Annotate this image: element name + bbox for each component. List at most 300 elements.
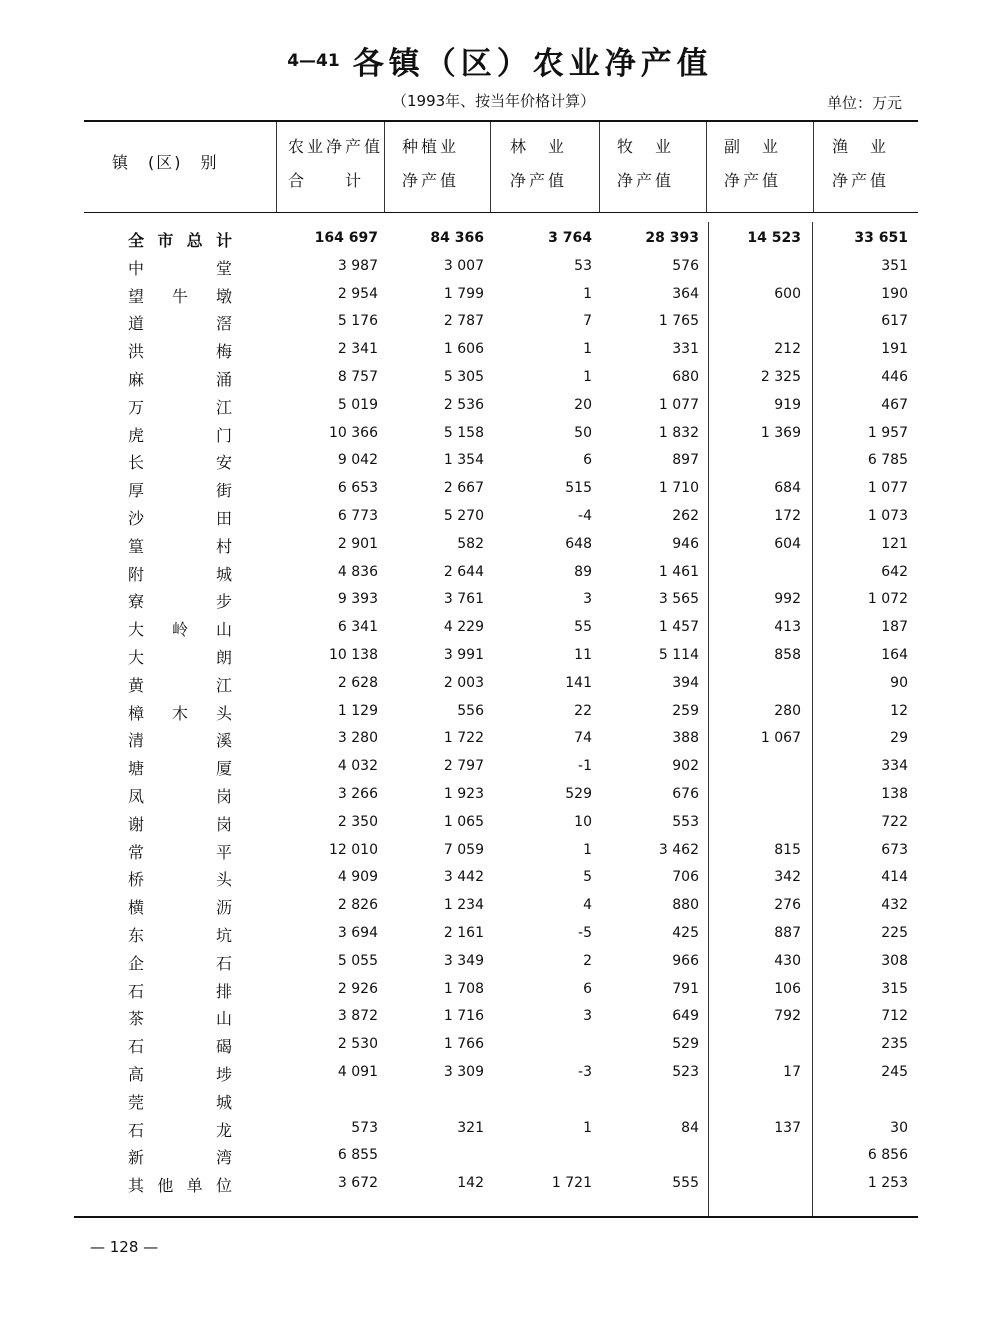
cell-fishery: 29 [890, 730, 908, 747]
row-name-char: 头 [215, 870, 232, 890]
row-name-char: 单 [186, 1176, 203, 1196]
cell-livestock: 946 [672, 535, 699, 552]
cell-forest: 3 [583, 591, 592, 608]
row-name-char: 计 [215, 231, 232, 250]
cell-total: 3 872 [337, 1008, 378, 1025]
cell-crop: 2 644 [443, 563, 484, 580]
header-forest-line2: 净产值 [510, 171, 568, 190]
cell-forest: 11 [574, 647, 592, 663]
row-name-char: 沥 [215, 898, 232, 918]
row-name-char: 碣 [215, 1037, 232, 1057]
cell-crop: 1 722 [443, 730, 484, 747]
cell-fishery: 432 [881, 897, 908, 914]
cell-fishery: 1 073 [867, 508, 908, 524]
cell-fishery: 673 [881, 841, 908, 858]
row-name-char: 万 [128, 397, 145, 417]
row-name [128, 478, 232, 501]
row-name [128, 1173, 232, 1196]
cell-forest: 74 [574, 730, 592, 747]
cell-fishery: 33 651 [854, 230, 908, 246]
cell-total: 6 773 [337, 508, 378, 524]
cell-sideline: 137 [774, 1119, 801, 1136]
row-name-char: 石 [215, 953, 232, 973]
header-livestock [617, 130, 674, 198]
row-name-char: 清 [128, 731, 145, 751]
row-name-char: 茶 [128, 1009, 145, 1029]
row-name [128, 228, 232, 251]
cell-forest: -1 [578, 758, 592, 775]
cell-livestock: 897 [672, 452, 699, 469]
cell-livestock: 555 [672, 1175, 699, 1192]
cell-livestock: 388 [672, 730, 699, 747]
row-name-char: 坑 [215, 926, 232, 945]
cell-livestock: 649 [672, 1008, 699, 1025]
unit-label: 单位：万元 [826, 94, 902, 112]
cell-total: 573 [351, 1119, 378, 1136]
row-name-char: 横 [128, 898, 145, 918]
header-town [112, 146, 219, 180]
cell-crop: 7 059 [443, 841, 484, 858]
cell-livestock: 3 565 [658, 591, 699, 608]
row-name-char: 门 [215, 425, 232, 445]
top-rule [84, 120, 918, 122]
cell-crop: 1 716 [443, 1008, 484, 1025]
cell-total: 3 694 [337, 925, 378, 941]
cell-fishery: 1 072 [867, 591, 908, 608]
row-name [128, 1034, 232, 1057]
cell-livestock: 331 [672, 341, 699, 358]
cell-crop: 3 991 [443, 647, 484, 663]
row-name-char: 沙 [128, 509, 145, 528]
cell-livestock: 529 [672, 1036, 699, 1053]
cell-crop: 1 708 [443, 980, 484, 997]
row-name-char: 寮 [128, 592, 145, 612]
cell-forest: 89 [574, 563, 592, 580]
cell-crop: 1 799 [443, 285, 484, 302]
header-forest [510, 130, 567, 198]
cell-sideline: 684 [774, 480, 801, 497]
row-name-char: 篁 [128, 536, 145, 556]
row-name-char: 岗 [215, 814, 232, 834]
row-name-char: 步 [215, 592, 232, 612]
header-separator [490, 122, 491, 212]
header-sideline-line2: 净产值 [724, 171, 782, 190]
cell-forest: 1 721 [551, 1175, 592, 1192]
cell-crop: 5 305 [443, 369, 484, 385]
row-name-char: 街 [215, 481, 232, 501]
row-name-char: 长 [128, 453, 145, 473]
cell-crop: 3 442 [443, 869, 484, 886]
row-name-char: 田 [215, 509, 232, 528]
cell-livestock: 259 [672, 702, 699, 719]
cell-total: 2 628 [337, 674, 378, 691]
row-name-char: 埗 [215, 1065, 232, 1084]
row-name-char: 石 [128, 1120, 145, 1140]
cell-forest: 55 [574, 619, 592, 636]
row-name-char: 墩 [215, 286, 232, 306]
cell-total: 9 393 [337, 591, 378, 608]
row-name [128, 867, 232, 890]
cell-crop: 556 [457, 702, 484, 719]
header-crop [402, 130, 459, 198]
row-name [128, 395, 232, 418]
header-sideline [724, 130, 781, 198]
row-name [128, 728, 232, 751]
row-name [128, 784, 232, 807]
row-name-char: 洪 [128, 342, 145, 362]
cell-livestock: 1 765 [658, 313, 699, 330]
row-name-char: 村 [215, 536, 232, 556]
cell-sideline: 212 [774, 341, 801, 358]
cell-fishery: 617 [881, 313, 908, 330]
row-name-char: 市 [157, 231, 174, 250]
row-name-char: 莞 [128, 1092, 145, 1112]
cell-sideline: 858 [774, 647, 801, 663]
cell-total: 9 042 [337, 452, 378, 469]
row-name-char: 排 [215, 981, 232, 1001]
cell-forest: 1 [583, 341, 592, 358]
cell-total: 4 091 [337, 1064, 378, 1080]
header-livestock-line1: 牧 业 [617, 137, 675, 156]
cell-livestock: 394 [672, 674, 699, 691]
cell-sideline: 2 325 [760, 369, 801, 385]
cell-fishery: 30 [890, 1119, 908, 1136]
header-fishery-line1: 渔 业 [832, 137, 890, 156]
row-name [128, 367, 232, 390]
cell-forest: 5 [583, 869, 592, 886]
cell-fishery: 245 [881, 1064, 908, 1080]
row-name-char: 山 [215, 1009, 232, 1029]
cell-forest: 22 [574, 702, 592, 719]
row-name-char: 大 [128, 620, 145, 640]
cell-crop: 142 [457, 1175, 484, 1192]
row-name-char: 谢 [128, 814, 145, 834]
row-name-char: 望 [128, 286, 145, 306]
cell-fishery: 334 [881, 758, 908, 775]
cell-forest: 7 [583, 313, 592, 330]
row-name [128, 1090, 232, 1113]
row-name-char: 厚 [128, 481, 145, 501]
cell-total: 4 836 [337, 563, 378, 580]
header-separator [384, 122, 385, 212]
row-name-char: 常 [128, 842, 145, 862]
row-name [128, 311, 232, 334]
header-sideline-line1: 副 业 [724, 137, 782, 156]
cell-crop: 1 065 [443, 813, 484, 830]
cell-total: 6 341 [337, 619, 378, 636]
cell-forest: 529 [565, 786, 592, 802]
cell-livestock: 676 [672, 786, 699, 802]
row-name [128, 1006, 232, 1029]
row-name [128, 951, 232, 974]
header-forest-line1: 林 业 [510, 137, 568, 156]
row-name-char: 平 [215, 842, 232, 862]
row-name-char: 中 [128, 258, 145, 278]
cell-total: 3 987 [337, 257, 378, 274]
cell-sideline: 413 [774, 619, 801, 636]
cell-fishery: 414 [881, 869, 908, 886]
row-name-char: 厦 [215, 759, 232, 779]
cell-fishery: 187 [881, 619, 908, 636]
row-name-char: 道 [128, 314, 145, 334]
cell-crop: 3 007 [443, 257, 484, 274]
cell-fishery: 446 [881, 369, 908, 385]
header-fishery-line2: 净产值 [832, 171, 890, 190]
cell-total: 2 530 [337, 1036, 378, 1053]
row-name-char: 城 [215, 564, 232, 584]
cell-forest: 515 [565, 480, 592, 497]
cell-crop: 5 270 [443, 508, 484, 524]
cell-total: 5 176 [337, 313, 378, 330]
row-name-char: 城 [215, 1092, 232, 1112]
row-name-char: 石 [128, 1037, 145, 1057]
cell-fishery: 191 [881, 341, 908, 358]
header-separator [276, 122, 277, 212]
cell-total: 3 672 [337, 1175, 378, 1192]
cell-fishery: 12 [890, 702, 908, 719]
table-title: 各镇（区）农业净产值 [352, 46, 713, 82]
row-name-char: 大 [128, 648, 145, 667]
cell-sideline: 600 [774, 285, 801, 302]
cell-crop: 2 161 [443, 925, 484, 941]
cell-forest: 648 [565, 535, 592, 552]
cell-livestock: 425 [672, 925, 699, 941]
cell-livestock: 84 [681, 1119, 699, 1136]
cell-fishery: 235 [881, 1036, 908, 1053]
cell-crop: 5 158 [443, 424, 484, 441]
cell-crop: 84 366 [430, 230, 484, 246]
cell-crop: 1 234 [443, 897, 484, 914]
cell-fishery: 712 [881, 1008, 908, 1025]
header-crop-line1: 种植业 [402, 137, 460, 156]
row-name-char: 龙 [215, 1120, 232, 1140]
header-rule [84, 212, 918, 213]
cell-sideline: 172 [774, 508, 801, 524]
cell-crop: 2 797 [443, 758, 484, 775]
cell-total: 8 757 [337, 369, 378, 385]
column-separator [708, 222, 709, 1216]
cell-crop: 3 309 [443, 1064, 484, 1080]
row-name-char: 塘 [128, 759, 145, 779]
cell-fishery: 6 856 [867, 1147, 908, 1164]
header-total-line1: 农业净产值 [288, 137, 384, 156]
row-name [128, 756, 232, 779]
cell-fishery: 121 [881, 535, 908, 552]
row-name-char: 湾 [215, 1148, 232, 1168]
cell-livestock: 1 461 [658, 563, 699, 580]
cell-crop: 1 923 [443, 786, 484, 802]
cell-forest: 50 [574, 424, 592, 441]
cell-crop: 3 349 [443, 952, 484, 969]
cell-fishery: 467 [881, 396, 908, 413]
cell-sideline: 14 523 [747, 230, 801, 246]
cell-forest: 1 [583, 369, 592, 385]
cell-livestock: 364 [672, 285, 699, 302]
row-name-char: 滘 [215, 314, 232, 334]
cell-crop: 1 606 [443, 341, 484, 358]
row-name [128, 562, 232, 585]
row-name-char: 木 [171, 703, 188, 723]
table-subtitle: （1993年、按当年价格计算） [392, 92, 596, 110]
row-name [128, 923, 232, 946]
cell-fishery: 225 [881, 925, 908, 941]
page-number: — 128 — [90, 1238, 159, 1256]
row-name-char: 樟 [128, 703, 145, 723]
cell-total: 1 129 [337, 702, 378, 719]
cell-livestock: 3 462 [658, 841, 699, 858]
cell-forest: 10 [574, 813, 592, 830]
cell-sideline: 1 067 [760, 730, 801, 747]
cell-livestock: 1 832 [658, 424, 699, 441]
cell-fishery: 1 253 [867, 1175, 908, 1192]
row-name-char: 岗 [215, 787, 232, 806]
cell-forest: 4 [583, 897, 592, 914]
row-name-char: 牛 [171, 286, 188, 306]
cell-livestock: 28 393 [645, 230, 699, 246]
cell-forest: 1 [583, 285, 592, 302]
cell-fishery: 1 077 [867, 480, 908, 497]
row-name-char: 黄 [128, 675, 145, 695]
row-name-char: 堂 [215, 258, 232, 278]
cell-crop: 2 787 [443, 313, 484, 330]
row-name-char: 朗 [215, 648, 232, 667]
cell-forest: 6 [583, 452, 592, 469]
cell-crop: 582 [457, 535, 484, 552]
cell-livestock: 5 114 [658, 647, 699, 663]
cell-livestock: 680 [672, 369, 699, 385]
cell-forest: -5 [578, 925, 592, 941]
cell-forest: -4 [578, 508, 592, 524]
row-name-char: 其 [128, 1176, 145, 1196]
cell-sideline: 106 [774, 980, 801, 997]
cell-livestock: 1 457 [658, 619, 699, 636]
cell-total: 10 366 [329, 424, 378, 441]
header-total [288, 130, 383, 198]
cell-livestock: 523 [672, 1064, 699, 1080]
cell-forest: 3 764 [548, 230, 592, 246]
cell-total: 2 954 [337, 285, 378, 302]
bottom-rule [74, 1216, 918, 1218]
cell-fishery: 1 957 [867, 424, 908, 441]
row-name-char: 他 [157, 1176, 174, 1196]
row-name-char: 附 [128, 564, 145, 584]
cell-total: 164 697 [314, 230, 378, 246]
row-name [128, 812, 232, 835]
row-name-char: 江 [215, 397, 232, 417]
cell-forest: 20 [574, 396, 592, 413]
row-name [128, 701, 232, 724]
row-name [128, 645, 232, 668]
cell-total: 3 266 [337, 786, 378, 802]
cell-sideline: 992 [774, 591, 801, 608]
row-name-char: 总 [186, 231, 203, 250]
row-name-char: 企 [128, 953, 145, 973]
cell-total: 6 653 [337, 480, 378, 497]
cell-total: 10 138 [329, 647, 378, 663]
row-name [128, 450, 232, 473]
cell-sideline: 17 [783, 1064, 801, 1080]
cell-forest: 1 [583, 841, 592, 858]
cell-sideline: 342 [774, 869, 801, 886]
cell-crop: 2 003 [443, 674, 484, 691]
cell-sideline: 280 [774, 702, 801, 719]
cell-total: 5 055 [337, 952, 378, 969]
column-separator [812, 222, 813, 1216]
cell-crop: 321 [457, 1119, 484, 1136]
cell-fishery: 351 [881, 257, 908, 274]
row-name-char: 岭 [171, 620, 188, 640]
row-name [128, 534, 232, 557]
cell-forest: 6 [583, 980, 592, 997]
cell-sideline: 792 [774, 1008, 801, 1025]
header-separator [599, 122, 600, 212]
header-crop-line2: 净产值 [402, 171, 460, 190]
cell-fishery: 164 [881, 647, 908, 663]
row-name-char: 头 [215, 703, 232, 723]
cell-total: 2 826 [337, 897, 378, 914]
row-name [128, 840, 232, 863]
cell-fishery: 308 [881, 952, 908, 969]
cell-sideline: 604 [774, 535, 801, 552]
row-name [128, 895, 232, 918]
cell-total: 2 350 [337, 813, 378, 830]
cell-livestock: 553 [672, 813, 699, 830]
row-name-char: 梅 [215, 342, 232, 362]
cell-livestock: 1 710 [658, 480, 699, 497]
cell-sideline: 276 [774, 897, 801, 914]
cell-fishery: 722 [881, 813, 908, 830]
row-name [128, 506, 232, 529]
row-name [128, 339, 232, 362]
cell-livestock: 706 [672, 869, 699, 886]
cell-livestock: 262 [672, 508, 699, 524]
cell-total: 3 280 [337, 730, 378, 747]
row-name-char: 位 [215, 1176, 232, 1196]
row-name-char: 涌 [215, 370, 232, 389]
cell-sideline: 430 [774, 952, 801, 969]
cell-sideline: 919 [774, 396, 801, 413]
row-name-char: 山 [215, 620, 232, 640]
row-name-char: 东 [128, 926, 145, 945]
cell-total: 4 909 [337, 869, 378, 886]
row-name [128, 1062, 232, 1085]
page-title [0, 38, 1000, 83]
row-name [128, 979, 232, 1002]
cell-total: 12 010 [329, 841, 378, 858]
header-livestock-line2: 净产值 [617, 171, 675, 190]
table-number: 4—41 [287, 50, 340, 71]
row-name-char: 麻 [128, 370, 145, 389]
cell-forest: 2 [583, 952, 592, 969]
cell-forest: -3 [578, 1064, 592, 1080]
cell-forest: 53 [574, 257, 592, 274]
row-name-char: 石 [128, 981, 145, 1001]
row-name [128, 1118, 232, 1141]
cell-crop: 2 667 [443, 480, 484, 497]
cell-livestock: 880 [672, 897, 699, 914]
cell-sideline: 1 369 [760, 424, 801, 441]
header-separator [813, 122, 814, 212]
row-name-char: 溪 [215, 731, 232, 751]
cell-total: 2 341 [337, 341, 378, 358]
cell-fishery: 190 [881, 285, 908, 302]
cell-total: 2 926 [337, 980, 378, 997]
cell-total: 6 855 [337, 1147, 378, 1164]
cell-fishery: 90 [890, 674, 908, 691]
cell-fishery: 138 [881, 786, 908, 802]
row-name-char: 安 [215, 453, 232, 473]
cell-crop: 3 761 [443, 591, 484, 608]
